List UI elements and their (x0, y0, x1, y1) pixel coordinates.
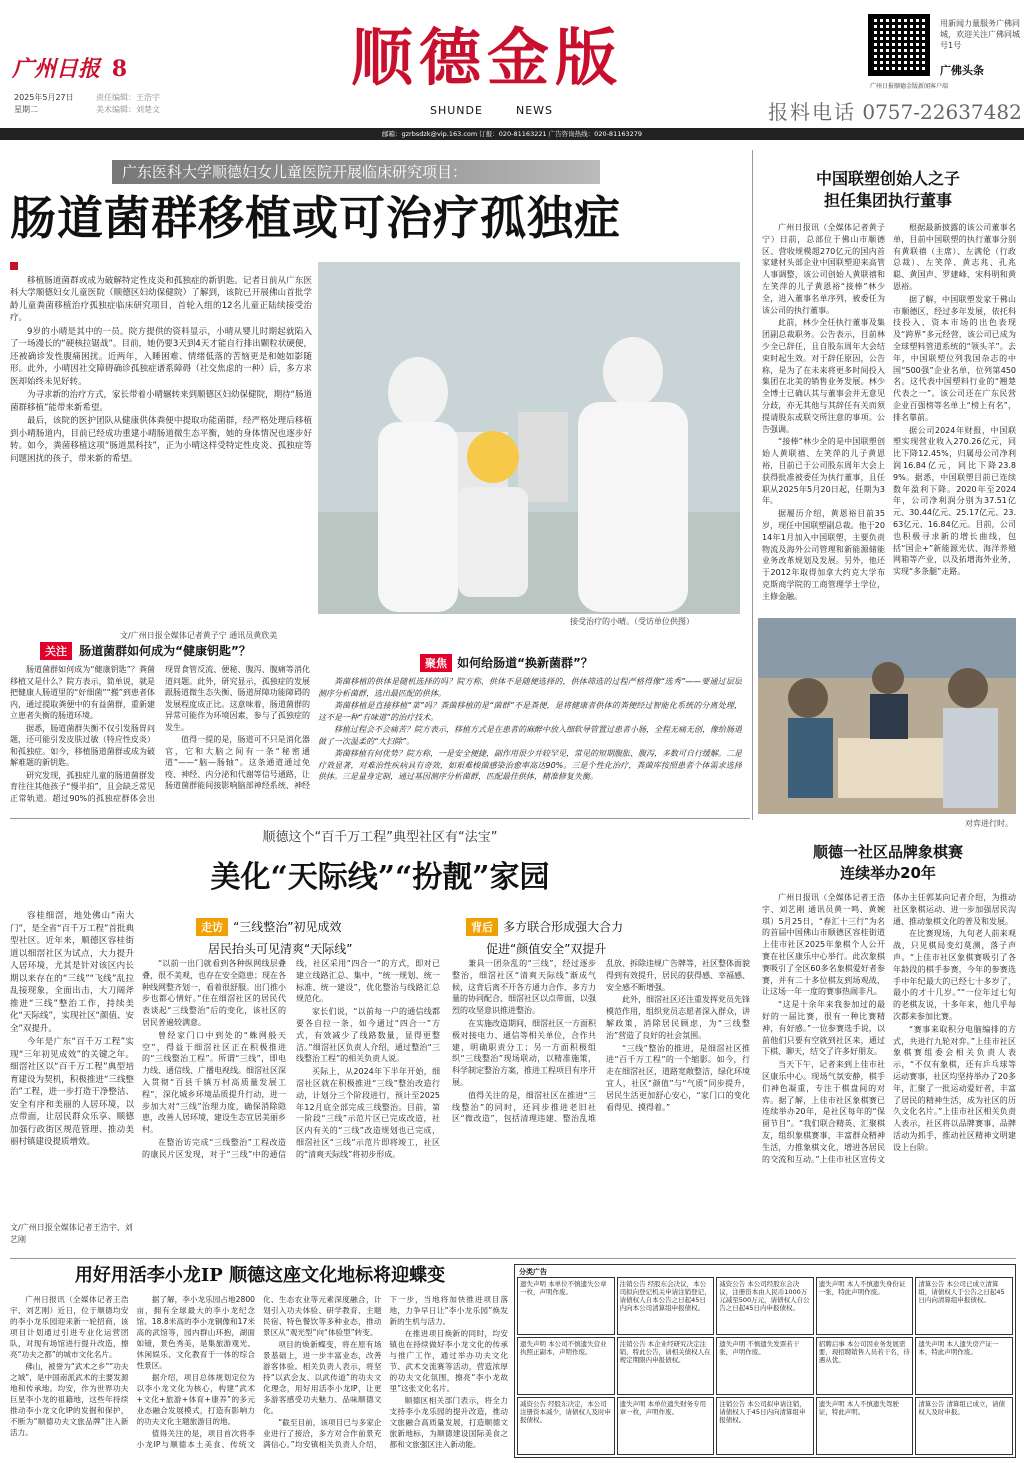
focus-tag: 关注 (40, 642, 72, 660)
side-paragraph: 据公司2024年财报，中国联塑实现营业收入270.26亿元，同比下降12.45%，归属母公司净利润16.84亿元，同比下降23.89%。据悉，中国联塑目前已连续数年盈利下降。2020年至2024年，公司净利润分别为37.51亿元、30.44亿元、25.17亿元、23.63亿元、16.84亿元。目前，公司也积极寻求新的增长曲线，包括“国企+”新能源光伏、海洋养殖网箱等产业，以及拓增海外业务，实现“多条腿”走路。 (893, 425, 1016, 577)
chess-headline (760, 842, 1016, 884)
chess-paragraph: “赛事来取积分电脑编排的方式，共进行九轮对弈。”上佳市社区象棋赛组委会相关负责人表示，“不仅有象棋，还有乒乓球等运动赛事，社区均坚持举办了20多年，汇聚了一批运动爱好者，丰富了居民的精神生活，成为社区的历久文化名片。”上佳市社区相关负责人表示，社区将以品牌赛事、品牌活动为抓手，推动社区精神文明建设上台阶。 (893, 1024, 1016, 1152)
issue-weekday: 星期二 (14, 105, 38, 114)
hotline-number: 0757-22637482 (862, 100, 1022, 124)
hotline (768, 96, 1022, 125)
classified-ad[interactable]: 减资公告 经股东决定，本公司注册资本减少，请债权人及时申报债权。 (517, 1397, 615, 1455)
beautify-left-paragraph: “以前一出门就看到各种纵网线层叠叠，很不美观，也存在安全隐患；现在各种线网整齐划一，看着很舒服。出门推小步也都心情好。”住在细滘社区的居民代表谈起“三线整治”后的变化，该社区的居民普遍较满意。 (142, 959, 286, 1027)
beautify-intro-byline: 文/广州日报全媒体记者王浩宇、刘艺刚 (10, 1223, 133, 1244)
chess-paragraph: 当天下午，记者来到上佳市社区康乐中心。现场气氛安静，棋手们神色凝重，专注于棋盘间的对弈。据了解，上佳市社区象棋赛已连续举办20年，是社区每年的“保留节目”。“我们联合精英、汇聚棋友，组织象棋赛事，丰富群众精神生活，力推象棋文化，增进各居民的交流和互动。”上佳市社区宣传文体办主任郭某向记者介绍，为推动社区象棋运动、进一步加强居民沟通、推动象棋文化的普及和发展。 (762, 893, 1016, 1164)
lead-paragraph: 9岁的小晴是其中的一员。院方提供的资料显示，小晴从婴儿时期起就陷入了一场漫长的“硬核拉锯战”。目前，她仍要3天到4天才能自行排出颗粒状硬便，还被确诊发性腹痛困扰。近两年，入睡困难、情绪低落的苦恼更是和她如影随形。此外，小晴因社交障碍确诊孤独症谱系障碍（社交焦虑的一种）后，多方求医却始终未见好转。 (10, 326, 312, 387)
editor-name: 责任编辑：王浩宇 (96, 93, 160, 102)
bruce-paragraph: 广州日报讯（全媒体记者王浩宇、刘艺刚）近日，位于顺德均安的李小龙乐园迎来新一轮招商，该项目计划通过引进专业化运营团队，对现有场馆进行提升改造，擦亮“功夫之都”的城市文化名片。 (10, 1295, 129, 1359)
side-paragraph: 据了解，中国联塑发家于佛山市顺德区，经过多年发展，依托科技投入、资本市场的出色表现及“跨界”多元经营，该公司已成为全球塑料管道系统的“领头羊”。去年，中国联塑位列我国杂志的中国“500强”企业名单，位列第450名。这代表中国塑料行业的“翘楚代表之一”。该公司还在广东民营企业百强榜等名单上“榜上有名”，排名靠前。 (893, 294, 1016, 422)
lead-headline: 肠道菌群移植或可治疗孤独症 (10, 191, 621, 245)
side-paragraph: 此前，林少全任执行董事及集团副总裁职务。公告表示，目前林少全已辞任，且自股东周年大会结束时起生效。对于辞任原因，公告称，是为了在未来将更多时间投入集团在北美的销售业务发展。林少全博士已确认其与董事会并无意见分歧，亦无其他与其辞任有关而须提请股东或联交所注意的事项。公告强调。 (762, 318, 885, 434)
beautify-kicker: 顺德这个“百千万工程”典型社区有“法宝” (262, 830, 498, 845)
page-number: 8 (111, 56, 127, 82)
side-paragraph: 广州日报讯（全媒体记者黄子宁）日前，总部位于佛山市顺德区、营收规模超270亿元的国内首家建材头部企业中国联塑迎来高管人事调整，该公司创始人黄联禧和左笑萍的儿子黄恩裕“接棒”林少全，进入董事名单序列，被委任为该公司的执行董事。 (762, 223, 885, 315)
classified-ad[interactable]: 遗失声明 本单位不慎遗失公章一枚，声明作废。 (517, 1277, 615, 1335)
beautify-right-heading (466, 916, 746, 957)
bruce-body (10, 1294, 508, 1458)
beautify-left-heading (196, 916, 436, 957)
classified-ad[interactable]: 遗失声明 本公司不慎遗失营业执照正副本，声明作废。 (517, 1337, 615, 1395)
editor-block (96, 92, 216, 116)
masthead (0, 0, 1024, 138)
section-title: 顺德金版 (350, 21, 623, 94)
focus-heading (40, 640, 251, 660)
focus-paragraph: 肠道菌群如何成为“健康钥匙”？粪菌移植又是什么？院方表示，简单说，就是把健康人肠道里的“好细菌”“搬”到患者体内，通过提取粪便中的有益菌群，重新建立患者失衡的肠道环境。 (10, 665, 155, 720)
chess-photo[interactable] (758, 618, 1016, 814)
art-editor-name: 美术编辑：刘楚文 (96, 105, 160, 114)
classified-ad[interactable]: 清算公告 本公司已成立清算组，请债权人于公告之日起45日内向清算组申报债权。 (915, 1277, 1013, 1335)
lead-photo-caption: 接受治疗的小晴。（受访单位供图） (570, 617, 694, 626)
beautify-right-title-1: 多方联合形成强大合力 (503, 920, 624, 934)
digest-tag: 聚焦 (420, 654, 452, 672)
classified-grid (517, 1277, 1013, 1455)
bruce-paragraph: 据了解，李小龙乐园占地2800亩，拥有全球最大的李小龙纪念馆、18.8米高的李小龙铜像和17米高的武馆等，园内群山环抱，湖面如镜，景色秀美，是集旅游观光、休闲娱乐、文化教育于一体的综合性景区。 (136, 1295, 255, 1370)
side-story-body (762, 222, 1016, 608)
classified-ad[interactable]: 遗失声明 本人不慎遗失身份证一张，特此声明作废。 (816, 1277, 914, 1335)
classified-ad[interactable]: 注销公告 经股东会决议，本公司拟向登记机关申请注销登记，请债权人自本公告之日起45日内向本公司清算组申报债权。 (617, 1277, 715, 1335)
beautify-right-title-2: 促进“颜值安全”双提升 (486, 942, 607, 956)
bruce-paragraph: 值得关注的是，项目首次将李小龙IP与顺德本土美食、传统文化、生态农业等元素深度融合，计划引入功夫体验、研学教育、主题民宿、特色餐饮等多种业态，推动景区从“观光型”向“体验型”转变。 (136, 1295, 382, 1449)
beautify-left-title-1: “三线整治”初见成效 (233, 920, 342, 934)
beautify-left-paragraph: 在整治访完成“三线整治”工程改造的康民片区发现，对于“三线”中的通信线，社区采用“四合一”的方式，即对已建立线路汇总、集中，“统一规划、统一标准、统一建设”，优化整治与线路汇总规范化。 (142, 959, 440, 1159)
contact-bar (0, 128, 1024, 140)
beautify-right-paragraph: 兼具一团杂乱的“三线”，经过逐步整治，细滘社区“清爽天际线”渐成气候，这背后离不开各方通力合作、多方力量的协同配合、细滘社区以点带面，以强烈的攻坚意识推进整治。 (452, 959, 596, 1016)
classified-ad[interactable]: 遗失声明 本人不慎遗失驾驶证，特此声明。 (816, 1397, 914, 1455)
side-story-divider (752, 150, 753, 820)
classified-ads (514, 1264, 1016, 1458)
bruce-paragraph: 项目的焕新蝶变，将在原有场景基础上，进一步丰富业态，改善游客体验。相关负责人表示，将坚持“以武会友、以武传道”的功夫文化理念，用好用活李小龙IP，让更多游客感受功夫魅力、品味顺德文化。 (263, 1340, 382, 1415)
beautify-left-paragraph: 曾经家门口中到处的“蛛网般天空”，得益于细滘社区正在积极推进的“三线整治工程”。所谓“三线”，即电力线、通信线、广播电视线。细滘社区深入贯彻“百县千镇万村高质量发展工程”，深化城乡环境品质提升行动，进一步加大对“三线”治理力度，确保消除隐患，改善人居环境，建设生态宜居美丽乡村。 (142, 1030, 286, 1135)
classified-ad[interactable]: 减资公告 本公司经股东会决议，注册资本由人民币1000万元减至500万元，请债权人自公告之日起45日内申报债权。 (716, 1277, 814, 1335)
bruce-paragraph: 顺德区相关部门表示，将全力支持李小龙乐园的提升改造，推动文旅融合高质量发展，打造顺德文旅新地标，为顺德建设国际美食之都和文旅强区注入新动能。 (389, 1396, 508, 1449)
bruce-headline: 用好用活李小龙IP 顺德这座文化地标将迎蝶变 (74, 1265, 446, 1286)
classified-ad[interactable]: 遗失声明 不慎遗失发票若干张，声明作废。 (716, 1337, 814, 1395)
beautify-headline: 美化“天际线”“扮靓”家园 (210, 860, 550, 895)
classified-ad[interactable]: 遗失声明 本人遗失房产证一本，特此声明作废。 (915, 1337, 1013, 1395)
digest-paragraph: 移植过程会不会痛苦？院方表示，移植方式是在患者的麻醉中放入细软导管置过患者小肠，全程无痛无创，像给肠道做了一次温柔的“大扫除”。 (318, 725, 742, 746)
chess-body (762, 892, 1016, 1252)
qr-code[interactable] (868, 14, 930, 76)
classified-ad[interactable]: 注销公告 本企业经研究决定注销，特此公告，请相关债权人在规定期限内申报债权。 (617, 1337, 715, 1395)
focus-title: 肠道菌群如何成为“健康钥匙”？ (79, 644, 251, 658)
chess-photo-caption: 对弈进行时。 (965, 819, 1013, 828)
beautify-intro-paragraph: 今年是广东“百千万工程”实现“三年初见成效”的关键之年。细滘社区以“百千万工程”典型培育建设为契机，积极推进“三线整治”工程，进一步打造干净整洁、安全有序和美丽的人居环境，以点带面，让居民群众乐享、顺德加强行政街区规范管理、推动美丽村镇建设提质增效。 (10, 1037, 134, 1147)
beautify-left-paragraph: 家长们说，“以前每一户的通信线都要各自拉一条，如今通过“四合一”方式，有效减少了线路数量，显得更整洁。”细滘社区负责人介绍，通过整治“三线整治工程”的相关负责人说。 (296, 1007, 440, 1064)
beautify-intro (10, 910, 134, 1220)
issue-date: 2025年5月27日 (14, 93, 74, 102)
side-paragraph: 据履历介绍，黄恩裕目前35岁，现任中国联塑副总裁。他于2014年1月加入中国联塑，主要负责物流及海外公司管理和新能源储能业务改革规划及发展。另外，他还于2012年取得加拿大约克大学布克斯商学院的工商管理学士学位，主修金融。 (762, 509, 885, 601)
beautify-intro-paragraph: 容桂细滘，地处佛山“南大门”，是全省“百千万工程”首批典型社区。近年来，顺德区容桂街道以细滘社区为试点，大力提升人居环境，尤其是针对该区内长期以来存在的“三线”“飞线”乱拉乱接现象，全面出击，大刀阔斧推进“三线”整治工作，持续美化“天际线”，实现社区“颜值、安全”双提升。 (10, 911, 134, 1034)
lead-body (10, 262, 312, 634)
side-paragraph: “接棒”林少全的是中国联塑创始人黄联禧、左笑萍的儿子黄恩裕，目前已于公司股东周年大会上获得批准被委任为执行董事，且任职从2025年5月20日起，任期为3年。 (762, 437, 885, 506)
side-paragraph: 根据最新披露的该公司董事名单，目前中国联塑的执行董事分别有黄联禧（主席）、左满伦（行政总裁）、左笑萍、黄志兆、孔兆聪、黄国声、罗建峰、宋科明和黄恩裕。 (893, 223, 1016, 291)
chess-paragraph: “这是十余年来我参加过的最好的一届比赛，很有一种比赛精神，有好感。”一位参赛选手说，以前他们只要有空就到社区来，通过下棋、聊天，结交了许多好朋友。 (762, 1000, 885, 1057)
lead-photo-illustration (318, 262, 740, 614)
focus-paragraph: 值得一提的是，肠道可不只是消化器官，它和大脑之间有一条“秘密通道”——“脑—肠轴”。这条通道通过免疫、神经、内分泌和代谢等信号通路，让肠道菌群能间接影响脑部神经系统、神经 (165, 735, 310, 790)
side-headline (760, 168, 1016, 212)
beautify-left-body (142, 958, 440, 1248)
focus-paragraph: 据悉，肠道菌群失衡不仅引发肠胃问题，还可能引发皮肤过敏（特应性皮炎）和孤独症。如今，移植肠道菌群或成为破解难题的新钥匙。 (10, 723, 155, 767)
lead-paragraph: 最后，该院的医护团队从健康供体粪便中提取功能菌群，经严格处理后移植到小晴肠道内，目前已经成功重建小晴肠道微生态平衡，她的身体情况也逐步好转。如今，粪菌移植这项“肠道黑科技”，正为小晴这样受特定性皮炎、孤独症等问题困扰的孩子，带来新的希望。 (10, 416, 312, 464)
digest-paragraph: 粪菌移植是直接移植“菜”吗？粪菌移植的是“菌群”不是粪便，是将健康者供体的粪便经过智能化系统的分离处理，这不是一种“有味道”的治疗技术。 (318, 701, 742, 722)
beautify-right-paragraph: “三线”整治的推进，是细滘社区推进“百千万工程”的一个缩影。如今，行走在细滘社区，道路宽敞整洁，绿化环境宜人，社区“颜值”与“气质”同步提升，居民生活更加舒心安心，“家门口的变化看得见、摸得着。” (606, 1043, 750, 1112)
beautify-right-body (452, 958, 750, 1248)
section-en-left: SHUNDE (430, 104, 483, 117)
digest-title: 如何给肠道“换新菌群”？ (457, 656, 593, 670)
digest-paragraph: 粪菌移植的供体是随机选择的吗？院方称，供体不是随便选择的，供体筛选的过程严格得像“选秀”——要通过层层测序分析菌群，选出最匹配的供体。 (318, 677, 742, 698)
lead-paragraph: 移植肠道菌群或成为破解特定性皮炎和孤独症的新钥匙。记者日前从广东医科大学顺德妇女儿童医院（顺德区妇幼保健院）了解到，该院已开展佛山首批学龄儿童粪菌移植治疗孤独症临床研究项目，首轮入组的12名儿童正陆续接受治疗。 (10, 275, 312, 323)
lead-bullet (10, 262, 18, 270)
side-headline-line1: 中国联塑创始人之子 (815, 169, 960, 188)
hotline-label: 报料电话 (768, 100, 856, 124)
beautify-right-paragraph: 值得关注的是，细滘社区在推进“三线整治”的同时，还同步推进老旧社区“微改造”，包括清理违建、整治乱堆乱放、拆除违规广告牌等，社区整体面貌得到有效提升，居民的获得感、幸福感、安全感不断增强。 (452, 959, 750, 1124)
digest-body (318, 676, 742, 808)
bruce-paragraph: 据介绍，项目总体规划定位为以李小龙文化为核心，构建“武术+文化+旅游+体育+康养”的多元业态融合发展模式，打造有影响力的功夫文化主题旅游目的地。 (136, 1373, 255, 1426)
classified-ad[interactable]: 注销公告 本公司拟申请注销，请债权人于45日内向清算组申报债权。 (716, 1397, 814, 1455)
chess-photo-illustration (758, 618, 1016, 814)
paper-logo-text: 广州日报 (12, 56, 101, 82)
issue-date-block (14, 92, 94, 116)
digest-heading (420, 652, 593, 672)
section-en-right: NEWS (516, 104, 554, 117)
lead-photo[interactable] (318, 262, 740, 614)
lead-byline: 文/广州日报全媒体记者黄子宁 通讯员黄欣美 (120, 631, 278, 640)
chess-paragraph: 在比赛现场，九旬老人前来观战，只见棋局变幻莫测，落子声声。“上佳市社区象棋赛吸引了各年龄段的棋手参赛，今年的参赛选手中年纪最大的已经七十多岁了，最小的才十几岁。”“一位年过七旬的老棋友说，十多年来，他几乎每次都来参加比赛。 (893, 929, 1016, 1021)
beautify-right-paragraph: 此外，细滘社区还注重发挥党员先锋模范作用，组织党员志愿者深入群众，讲解政策，消除居民顾虑，为“三线整治”营造了良好的社会氛围。 (606, 995, 750, 1040)
classified-ads-label: 分类广告 (519, 1268, 547, 1276)
paper-logo (12, 52, 127, 83)
bottom-divider (10, 1258, 1016, 1259)
section-divider (10, 818, 750, 819)
chess-headline-line1: 顺德一社区品牌象棋赛 (812, 843, 963, 861)
bruce-paragraph: 佛山，被誉为“武术之乡”“功夫之城”，是中国南派武术的主要发源地和传承地。均安，作为世界功夫巨星李小龙的祖籍地，这些年持续推动李小龙文化IP的发掘和保护，不断为“顺德功夫文旅品牌”注入新活力。 (10, 1362, 129, 1437)
classified-ad[interactable]: 遗失声明 本单位遗失财务专用章一枚，声明作废。 (617, 1397, 715, 1455)
contact-bar-text: 邮箱：gzrbsdzk@vip.163.com 订报：020-81163221 广告咨询热线：020-81163279 (381, 130, 643, 138)
beautify-left-title-2: 居民抬头可见清爽“天际线” (208, 942, 353, 956)
beautify-left-paragraph: 买际上，从2024年下半年开始，细滘社区就在积极推进“三线”整治改造行动，计划分三个阶段进行，预计至2025年12月底全部完成三线整治。目前，第一阶段“三线”示范片区已完成改造，社区内有关的“三线”改造规划也已完成，细滘社区“三线”示范片即将竣工，社区的“清爽天际线”将初步形成。 (296, 1067, 440, 1159)
classified-ad[interactable]: 招聘启事 本公司因业务发展需要，现招聘销售人员若干名，待遇从优。 (816, 1337, 914, 1395)
focus-paragraph: 研究发现，孤独症儿童的肠道菌群发育往往其他孩子“慢半拍”，且会缺乏常见正常轨道。超过90%的孤独症群体会出现胃食管反流、便秘、腹泻、腹痛等消化道问题。此外，研究显示，孤独症的发展跟肠道微生态失衡、肠道屏障功能障碍的发展程度成正比。这意味着，肠道菌群的异常可能作为环境因素，参与了孤独症的发生。 (10, 665, 310, 803)
classified-ad[interactable]: 清算公告 清算组已成立，请债权人及时申报。 (915, 1397, 1013, 1455)
beautify-left-tag: 走访 (196, 918, 228, 936)
side-headline-line2: 担任集团执行董事 (823, 191, 952, 210)
beautify-right-paragraph: 在实施改造期间，细滘社区一方面积极对接电力、通信等相关单位，合作共建，明确职责分工；另一方面积极组织“三线整治”现场联动，以精准施策，科学制定整治方案，推进工程项目有序开展。 (452, 1018, 596, 1087)
bruce-paragraph: 在推进项目焕新的同时，均安镇也在持续做好李小龙文化的传承与推广工作，通过举办功夫文化节、武术交流赛等活动，营造浓厚的功夫文化氛围，擦亮“李小龙故里”这张文化名片。 (389, 1329, 508, 1393)
chess-paragraph: 广州日报讯（全媒体记者王浩宇、刘艺刚 通讯员黄一鸣、黄婉琪）5月25日，“春汇十三行”为名的首届中国佛山市顺德区容桂街道上佳市社区2025年象棋个人公开赛在社区康乐中心举行。此次象棋赛吸引了全区60多名象棋爱好者参赛，并有二十多位棋友到场观战，让这场一年一度的赛事热闹非凡。 (762, 893, 885, 997)
focus-body (10, 664, 310, 814)
digest-paragraph: 粪菌移植有何优势？院方称，一是安全便捷，副作用很少并较罕见，常见的短期腹胀、腹泻，多数可自行缓解。二是疗效显著，对难治性疾病具有奇效，如艰难梭菌感染治愈率高达90%。三是个性化治疗，粪菌库按照患者个体需求选择供体。三是量身定制，通过基因测序分析菌群，匹配最佳供体，精准修复失衡。 (318, 749, 742, 781)
lead-paragraph: 为寻求新的治疗方式，家长带着小晴辗转来到顺德区妇幼保健院，期待“肠道菌群移植”能带来新希望。 (10, 390, 312, 413)
bruce-paragraph: “截至目前，该项目已与多家企业进行了接洽，多方对合作前景充满信心。”均安镇相关负责人介绍，下一步，当地将加快推进项目落地，力争早日让“李小龙乐园”焕发新的生机与活力。 (263, 1295, 508, 1449)
lead-kicker-bar (112, 160, 600, 184)
lead-kicker: 广东医科大学顺德妇女儿童医院开展临床研究项目： (122, 163, 468, 181)
beautify-right-tag: 背后 (466, 918, 498, 936)
qr-note: 用新闻力量服务广佛同城，欢迎关注广佛同城号1号 (940, 19, 1020, 50)
qr-small-label: 广州日报顺德金版新闻客户端 (870, 83, 949, 90)
chess-headline-line2: 连续举办20年 (840, 864, 936, 882)
qr-brand: 广佛头条 (940, 64, 984, 77)
